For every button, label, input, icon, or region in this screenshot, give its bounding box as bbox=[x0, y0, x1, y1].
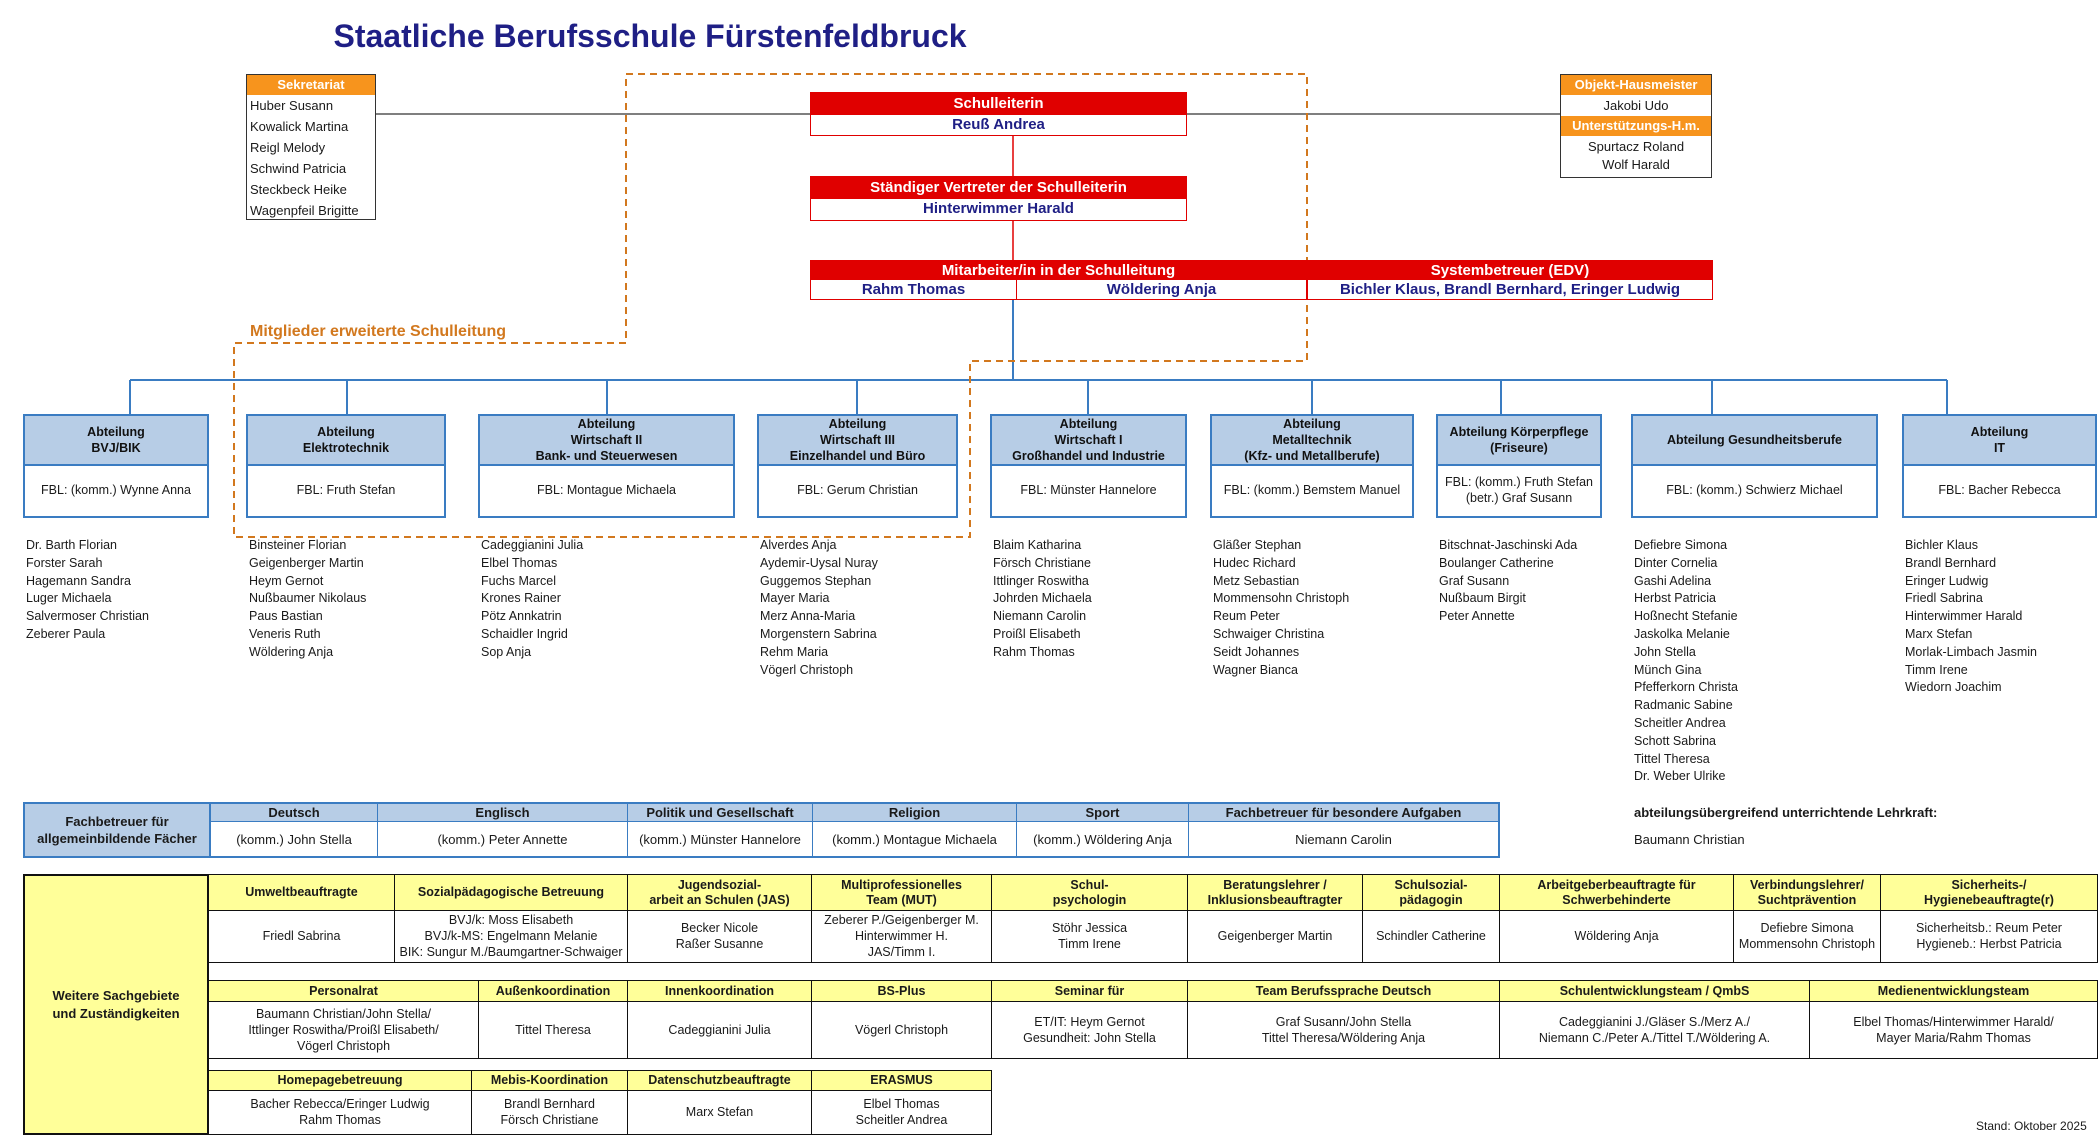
list-item: Proißl Elisabeth bbox=[993, 626, 1081, 641]
list-item: Steckbeck Heike bbox=[250, 182, 347, 197]
responsibility-head: Datenschutzbeauftragte bbox=[628, 1071, 811, 1091]
responsibility-cell bbox=[991, 874, 1188, 963]
list-item: Reigl Melody bbox=[250, 140, 326, 155]
department-fbl: FBL: (komm.) Bemstem Manuel bbox=[1223, 483, 1401, 497]
responsibility-cell bbox=[1499, 980, 1810, 1059]
responsibility-cell bbox=[811, 1070, 992, 1135]
vertreter-title: Ständiger Vertreter der Schulleiterin bbox=[811, 177, 1186, 199]
responsibility-cell bbox=[1809, 980, 2098, 1059]
responsibility-body: Marx Stefan bbox=[685, 1105, 754, 1119]
department-wirtschaft-2 bbox=[478, 414, 735, 518]
list-item: Timm Irene bbox=[1905, 662, 1968, 677]
erweiterte-schulleitung-label: Mitglieder erweiterte Schulleitung bbox=[250, 323, 507, 340]
department-members-metalltechnik bbox=[1213, 537, 1349, 679]
mitarbeiter-title: Mitarbeiter/in in der Schulleitung bbox=[811, 261, 1306, 280]
list-item: Marx Stefan bbox=[1905, 626, 1973, 641]
responsibility-head: Schul- psychologin bbox=[992, 875, 1187, 911]
responsibility-body: Elbel Thomas/Hinterwimmer Harald/ Mayer Maria/Rahm Thomas bbox=[1853, 1014, 2054, 1045]
list-item: Veneris Ruth bbox=[249, 626, 321, 641]
subject-column bbox=[378, 804, 628, 856]
list-item: Blaim Katharina bbox=[993, 538, 1082, 552]
list-item: Huber Susann bbox=[250, 98, 334, 113]
responsibility-head: ERASMUS bbox=[812, 1071, 991, 1091]
list-item: John Stella bbox=[1634, 644, 1696, 659]
systembetreuer-box bbox=[1307, 260, 1713, 300]
list-item: Radmanic Sabine bbox=[1634, 698, 1733, 713]
list-item: Johrden Michaela bbox=[993, 591, 1092, 606]
sekretariat-box bbox=[246, 74, 376, 220]
responsibility-body: Tittel Theresa bbox=[515, 1022, 591, 1037]
list-item: Nußbaumer Nikolaus bbox=[249, 591, 367, 606]
list-item: Morlak-Limbach Jasmin bbox=[1905, 644, 2037, 659]
list-item: Wagenpfeil Brigitte bbox=[250, 203, 359, 218]
list-item: Aydemir-Uysal Nuray bbox=[760, 555, 878, 570]
unterstuetzung-header: Unterstützungs-H.m. bbox=[1561, 116, 1711, 136]
list-item: Gashi Adelina bbox=[1634, 573, 1712, 588]
responsibility-body: Cadeggianini J./Gläser S./Merz A./ Niemann C./Peter A./Tittel T./Wöldering A. bbox=[1538, 1014, 1771, 1045]
responsibility-head: Schulentwicklungsteam / QmbS bbox=[1500, 981, 1809, 1002]
responsibility-cell bbox=[811, 874, 992, 963]
responsibility-body: Zeberer P./Geigenberger M. Hinterwimmer H. JAS/Timm I. bbox=[824, 913, 979, 959]
department-fbl: FBL: (komm.) Fruth Stefan (betr.) Graf Susann bbox=[1445, 475, 1593, 505]
list-item: Wöldering Anja bbox=[249, 644, 334, 659]
list-item: Merz Anna-Maria bbox=[760, 609, 856, 624]
mitarbeiter-name: Rahm Thomas bbox=[811, 280, 1017, 299]
department-fbl: FBL: Montague Michaela bbox=[537, 483, 676, 497]
list-item: Dr. Weber Ulrike bbox=[1634, 769, 1726, 784]
list-item: Guggemos Stephan bbox=[760, 573, 872, 588]
list-item: Schwind Patricia bbox=[250, 161, 347, 176]
responsibility-cell bbox=[1733, 874, 1881, 963]
responsibility-head: BS-Plus bbox=[812, 981, 991, 1002]
schulleiterin-title: Schulleiterin bbox=[811, 93, 1186, 115]
responsibility-body: Schindler Catherine bbox=[1376, 929, 1486, 943]
list-item: Pfefferkorn Christa bbox=[1634, 680, 1738, 695]
department-elektrotechnik bbox=[246, 414, 446, 518]
list-item: Seidt Johannes bbox=[1213, 644, 1300, 659]
list-item: Schaidler Ingrid bbox=[481, 626, 568, 641]
department-title: Abteilung Elektrotechnik bbox=[248, 416, 444, 466]
responsibility-cell bbox=[811, 980, 992, 1059]
uebergreifend-name: Baumann Christian bbox=[1634, 832, 1745, 847]
list-item: Nußbaum Birgit bbox=[1439, 591, 1526, 606]
subject-column bbox=[1017, 804, 1189, 856]
subject-value: (komm.) Münster Hannelore bbox=[639, 831, 801, 847]
subject-column bbox=[211, 804, 378, 856]
hausmeister-header: Objekt-Hausmeister bbox=[1561, 75, 1711, 95]
list-item: Brandl Bernhard bbox=[1905, 555, 1997, 570]
list-item: Hudec Richard bbox=[1213, 555, 1296, 570]
responsibility-body: Friedl Sabrina bbox=[262, 929, 341, 943]
list-item: Hagemann Sandra bbox=[26, 573, 131, 588]
page-title: Staatliche Berufsschule Fürstenfeldbruck bbox=[333, 18, 967, 54]
list-item: Morgenstern Sabrina bbox=[760, 626, 877, 641]
department-title: Abteilung Wirtschaft I Großhandel und Industrie bbox=[992, 416, 1185, 466]
systembetreuer-title: Systembetreuer (EDV) bbox=[1308, 261, 1712, 280]
weitere-sachgebiete-label: Weitere Sachgebiete und Zuständigkeiten bbox=[23, 874, 209, 1135]
department-title: Abteilung Körperpflege (Friseure) bbox=[1438, 416, 1600, 466]
department-wirtschaft-1 bbox=[990, 414, 1187, 518]
subject-head: Politik und Gesellschaft bbox=[628, 804, 812, 822]
list-item: Vögerl Christoph bbox=[760, 662, 854, 677]
department-title: Abteilung IT bbox=[1904, 416, 2095, 466]
responsibility-cell bbox=[1362, 874, 1500, 963]
fachbetreuer-label: Fachbetreuer für allgemeinbildende Fächer bbox=[25, 804, 211, 856]
department-members-koerperpflege bbox=[1439, 537, 1577, 626]
responsibility-body: Stöhr Jessica Timm Irene bbox=[1051, 921, 1128, 951]
responsibility-cell bbox=[627, 980, 812, 1059]
responsibility-body: Brandl Bernhard Försch Christiane bbox=[500, 1097, 599, 1127]
department-fbl: FBL: Münster Hannelore bbox=[1020, 483, 1157, 497]
list-item: Defiebre Simona bbox=[1634, 538, 1728, 552]
responsibility-head: Personalrat bbox=[209, 981, 478, 1002]
responsibility-body: Graf Susann/John Stella Tittel Theresa/Wöldering Anja bbox=[1261, 1014, 1426, 1045]
responsibility-head: Homepagebetreuung bbox=[209, 1071, 471, 1091]
stand-date: Stand: Oktober 2025 bbox=[1976, 1119, 2087, 1133]
subject-value: (komm.) Wöldering Anja bbox=[1033, 831, 1172, 847]
subject-value: Niemann Carolin bbox=[1295, 831, 1392, 847]
list-item: Ittlinger Roswitha bbox=[993, 573, 1089, 588]
schulleiterin-box bbox=[810, 92, 1187, 136]
responsibility-cell bbox=[1187, 980, 1500, 1059]
vertreter-name: Hinterwimmer Harald bbox=[923, 200, 1074, 217]
department-fbl: FBL: Fruth Stefan bbox=[296, 483, 396, 497]
responsibility-cell bbox=[1499, 874, 1734, 963]
list-item: Niemann Carolin bbox=[993, 609, 1087, 624]
responsibility-body: BVJ/k: Moss Elisabeth BVJ/k-MS: Engelmann Melanie BIK: Sungur M./Baumgartner-Schwaiger bbox=[399, 913, 623, 959]
department-members-wirtschaft-3 bbox=[760, 537, 878, 679]
responsibility-head: Jugendsozial- arbeit an Schulen (JAS) bbox=[628, 875, 811, 911]
mitarbeiter-box bbox=[810, 260, 1307, 300]
responsibility-body: Vögerl Christoph bbox=[854, 1022, 949, 1037]
responsibility-cell bbox=[471, 1070, 628, 1135]
list-item: Bichler Klaus bbox=[1905, 538, 1978, 552]
subject-value: (komm.) Peter Annette bbox=[437, 831, 568, 847]
list-item: Binsteiner Florian bbox=[249, 538, 347, 552]
list-item: Wagner Bianca bbox=[1213, 662, 1298, 677]
responsibility-head: Umweltbeauftragte bbox=[209, 875, 394, 911]
list-item: Boulanger Catherine bbox=[1439, 555, 1554, 570]
department-members-elektrotechnik bbox=[249, 537, 366, 662]
list-item: Fuchs Marcel bbox=[481, 573, 557, 588]
list-item: Alverdes Anja bbox=[760, 538, 837, 552]
responsibility-head: Verbindungslehrer/ Suchtprävention bbox=[1734, 875, 1880, 911]
list-item: Dr. Barth Florian bbox=[26, 538, 118, 552]
department-fbl: FBL: Gerum Christian bbox=[797, 483, 918, 497]
mitarbeiter-names bbox=[811, 280, 1306, 299]
list-item: Schwaiger Christina bbox=[1213, 626, 1325, 641]
list-item: Dinter Cornelia bbox=[1634, 555, 1718, 570]
systembetreuer-names: Bichler Klaus, Brandl Bernhard, Eringer Ludwig bbox=[1339, 281, 1681, 298]
responsibility-body: Bacher Rebecca/Eringer Ludwig Rahm Thomas bbox=[250, 1097, 430, 1127]
department-title: Abteilung BVJ/BIK bbox=[25, 416, 207, 466]
list-item: Zeberer Paula bbox=[26, 626, 106, 641]
list-item: Försch Christiane bbox=[993, 555, 1091, 570]
responsibility-cell bbox=[991, 980, 1188, 1059]
responsibility-cell bbox=[627, 874, 812, 963]
responsibility-head: Sicherheits-/ Hygienebeauftragte(r) bbox=[1881, 875, 2097, 911]
subject-value: (komm.) Montague Michaela bbox=[832, 831, 997, 847]
department-title: Abteilung Metalltechnik (Kfz- und Metallberufe) bbox=[1212, 416, 1412, 466]
list-item: Jakobi Udo bbox=[1603, 98, 1669, 113]
list-item: Tittel Theresa bbox=[1634, 751, 1710, 766]
list-item: Mommensohn Christoph bbox=[1213, 591, 1350, 606]
mitarbeiter-name: Wöldering Anja bbox=[1106, 281, 1217, 298]
subject-value: (komm.) John Stella bbox=[236, 831, 352, 847]
subject-column bbox=[813, 804, 1017, 856]
subject-head: Religion bbox=[813, 804, 1016, 822]
responsibility-body: Geigenberger Martin bbox=[1217, 929, 1333, 943]
responsibility-head: Medienentwicklungsteam bbox=[1810, 981, 2097, 1002]
department-fbl: FBL: (komm.) Wynne Anna bbox=[41, 483, 191, 497]
responsibility-cell bbox=[208, 874, 395, 963]
list-item: Hinterwimmer Harald bbox=[1905, 609, 2023, 624]
department-gesundheitsberufe bbox=[1631, 414, 1878, 518]
list-item: Metz Sebastian bbox=[1213, 573, 1300, 588]
responsibility-cell bbox=[208, 980, 479, 1059]
responsibility-head: Mebis-Koordination bbox=[472, 1071, 627, 1091]
list-item: Elbel Thomas bbox=[481, 555, 558, 570]
subject-head: Fachbetreuer für besondere Aufgaben bbox=[1189, 804, 1498, 822]
responsibility-body: ET/IT: Heym Gernot Gesundheit: John Stella bbox=[1023, 1014, 1156, 1045]
responsibility-head: Außenkoordination bbox=[479, 981, 627, 1002]
department-members-it bbox=[1905, 537, 2037, 697]
uebergreifend-label: abteilungsübergreifend unterrichtende Lehrkraft: bbox=[1634, 805, 1938, 820]
fachbetreuer-table bbox=[23, 802, 1500, 858]
subject-column bbox=[1189, 804, 1498, 856]
list-item: Mayer Maria bbox=[760, 591, 830, 606]
responsibility-body: Baumann Christian/John Stella/ Ittlinger Roswitha/Proißl Elisabeth/ Vögerl Christoph bbox=[248, 1006, 439, 1053]
list-item: Münch Gina bbox=[1634, 662, 1702, 677]
responsibility-head: Innenkoordination bbox=[628, 981, 811, 1002]
list-item: Pötz Annkatrin bbox=[481, 609, 562, 624]
list-item: Scheitler Andrea bbox=[1634, 715, 1726, 730]
department-title: Abteilung Wirtschaft III Einzelhandel und Büro bbox=[759, 416, 956, 466]
subject-head: Deutsch bbox=[211, 804, 377, 822]
responsibility-cell bbox=[627, 1070, 812, 1135]
list-item: Luger Michaela bbox=[26, 591, 112, 606]
list-item: Reum Peter bbox=[1213, 609, 1280, 624]
list-item: Wolf Harald bbox=[1602, 157, 1670, 172]
hausmeister-box bbox=[1560, 74, 1712, 178]
department-fbl: FBL: Bacher Rebecca bbox=[1938, 483, 2061, 497]
responsibility-head: Arbeitgeberbeauftragte für Schwerbehinderte bbox=[1500, 875, 1733, 911]
list-item: Herbst Patricia bbox=[1634, 591, 1716, 606]
responsibility-head: Schulsozial- pädagogin bbox=[1363, 875, 1499, 911]
vertreter-box bbox=[810, 176, 1187, 221]
list-item: Forster Sarah bbox=[26, 555, 103, 570]
list-item: Gläßer Stephan bbox=[1213, 538, 1302, 552]
responsibility-body: Defiebre Simona Mommensohn Christoph bbox=[1738, 921, 1876, 951]
department-it bbox=[1902, 414, 2097, 518]
list-item: Salvermoser Christian bbox=[26, 609, 149, 624]
list-item: Rehm Maria bbox=[760, 644, 829, 659]
department-title: Abteilung Gesundheitsberufe bbox=[1633, 416, 1876, 466]
list-item: Spurtacz Roland bbox=[1587, 139, 1685, 154]
department-bvj-bik bbox=[23, 414, 209, 518]
department-members-bvj-bik bbox=[26, 537, 149, 644]
sekretariat-header: Sekretariat bbox=[247, 75, 375, 95]
list-item: Paus Bastian bbox=[249, 609, 323, 624]
responsibility-body: Sicherheitsb.: Reum Peter Hygieneb.: Herbst Patricia bbox=[1916, 921, 2062, 951]
list-item: Schott Sabrina bbox=[1634, 733, 1716, 748]
department-members-wirtschaft-2 bbox=[481, 537, 583, 662]
department-members-gesundheitsberufe bbox=[1634, 537, 1738, 786]
responsibility-cell bbox=[208, 1070, 472, 1135]
responsibility-body: Elbel Thomas Scheitler Andrea bbox=[855, 1097, 948, 1127]
responsibility-cell bbox=[1880, 874, 2098, 963]
responsibility-body: Wöldering Anja bbox=[1574, 929, 1659, 943]
list-item: Bitschnat-Jaschinski Ada bbox=[1439, 538, 1578, 552]
department-title: Abteilung Wirtschaft II Bank- und Steuerwesen bbox=[480, 416, 733, 466]
department-members-wirtschaft-1 bbox=[993, 537, 1092, 662]
responsibility-head: Team Berufssprache Deutsch bbox=[1188, 981, 1499, 1002]
department-wirtschaft-3 bbox=[757, 414, 958, 518]
responsibility-body: Becker Nicole Raßer Susanne bbox=[675, 921, 764, 951]
list-item: Wiedorn Joachim bbox=[1905, 680, 2002, 695]
list-item: Sop Anja bbox=[481, 644, 532, 659]
subject-head: Sport bbox=[1017, 804, 1188, 822]
subject-column bbox=[628, 804, 813, 856]
list-item: Heym Gernot bbox=[249, 573, 324, 588]
department-metalltechnik bbox=[1210, 414, 1414, 518]
list-item: Eringer Ludwig bbox=[1905, 573, 1989, 588]
list-item: Geigenberger Martin bbox=[249, 555, 364, 570]
responsibility-cell bbox=[394, 874, 628, 963]
responsibility-head: Multiprofessionelles Team (MUT) bbox=[812, 875, 991, 911]
responsibility-head: Sozialpädagogische Betreuung bbox=[395, 875, 627, 911]
list-item: Friedl Sabrina bbox=[1905, 591, 1983, 606]
responsibility-cell bbox=[478, 980, 628, 1059]
responsibility-cell bbox=[1187, 874, 1363, 963]
responsibility-body: Cadeggianini Julia bbox=[668, 1022, 771, 1037]
list-item: Rahm Thomas bbox=[993, 644, 1075, 659]
list-item: Kowalick Martina bbox=[250, 119, 349, 134]
department-fbl: FBL: (komm.) Schwierz Michael bbox=[1666, 483, 1843, 497]
list-item: Jaskolka Melanie bbox=[1634, 626, 1730, 641]
list-item: Graf Susann bbox=[1439, 573, 1510, 588]
schulleiterin-name: Reuß Andrea bbox=[952, 116, 1045, 133]
responsibility-head: Beratungslehrer / Inklusionsbeauftragter bbox=[1188, 875, 1362, 911]
department-koerperpflege bbox=[1436, 414, 1602, 518]
responsibility-head: Seminar für bbox=[992, 981, 1187, 1002]
list-item: Cadeggianini Julia bbox=[481, 538, 584, 552]
list-item: Hoßnecht Stefanie bbox=[1634, 609, 1738, 624]
subject-head: Englisch bbox=[378, 804, 627, 822]
list-item: Krones Rainer bbox=[481, 591, 561, 606]
list-item: Peter Annette bbox=[1439, 609, 1515, 624]
